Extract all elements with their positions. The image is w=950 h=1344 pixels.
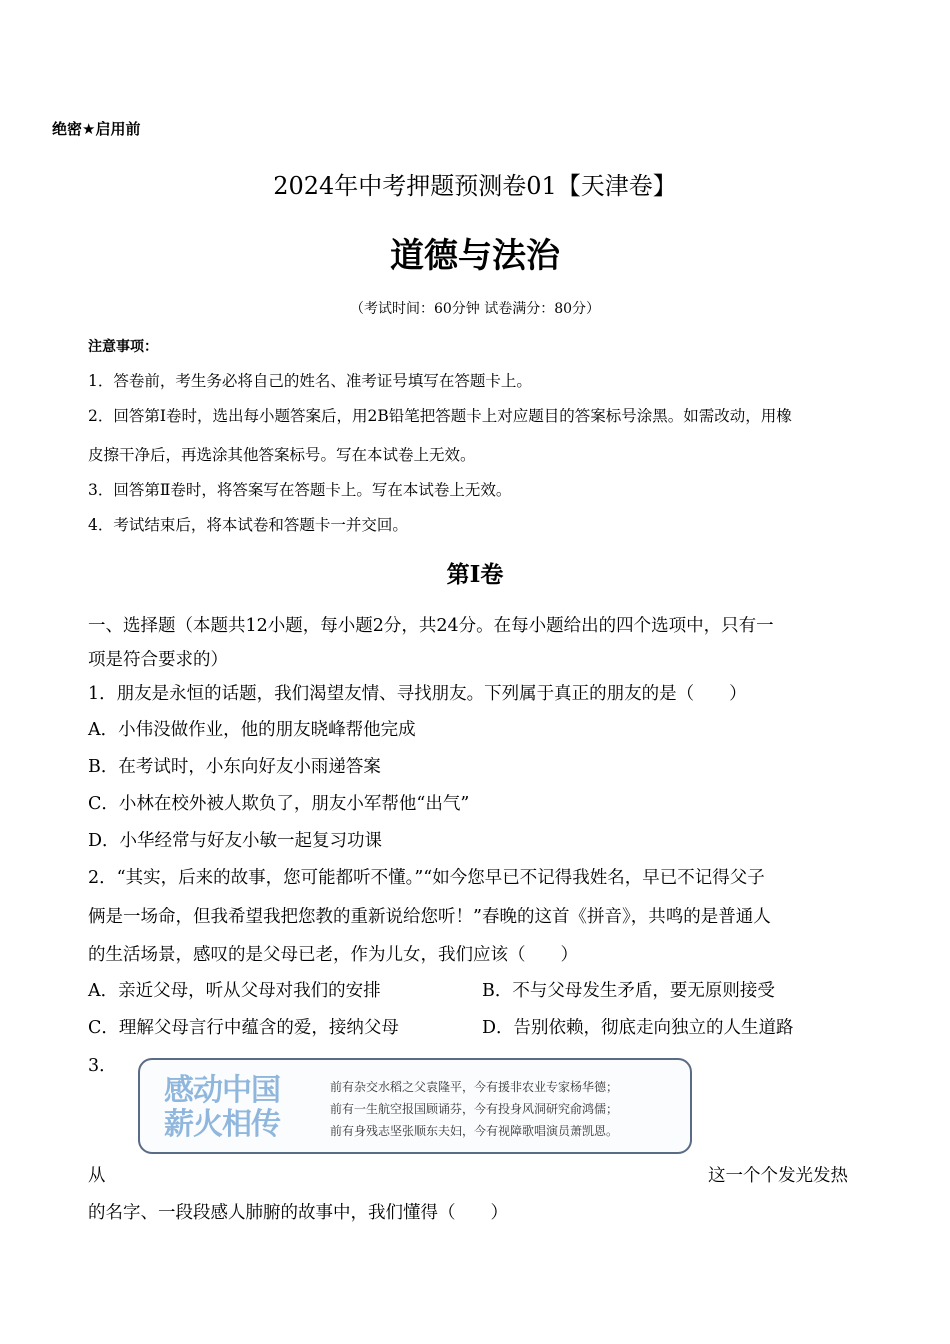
banner-text	[330, 1076, 618, 1142]
volume-title: 第Ⅰ卷	[446, 561, 504, 588]
question-3-text-right: 这一个个发光发热	[708, 1166, 848, 1186]
banner-title	[164, 1074, 280, 1142]
question-1-option-a: A．小伟没做作业，他的朋友晓峰帮他完成	[88, 720, 416, 740]
notice-item: 2．回答第Ⅰ卷时，选出每小题答案后，用2B铅笔把答题卡上对应题目的答案标号涂黑。如需改动，用橡	[88, 407, 792, 425]
banner-title-line: 薪火相传	[164, 1107, 280, 1142]
banner-line: 前有身残志坚张顺东夫妇，今有视障歌唱演员萧凯恩。	[330, 1124, 619, 1138]
subject-title: 道德与法治	[390, 236, 560, 276]
banner-title-line: 感动中国	[164, 1073, 280, 1108]
question-3-image	[138, 1058, 692, 1154]
question-3-stem: 的名字、一段段感人肺腑的故事中，我们懂得（ ）	[88, 1203, 508, 1223]
notice-item-continued: 皮擦干净后，再选涂其他答案标号。写在本试卷上无效。	[88, 446, 476, 464]
question-1-stem: 1．朋友是永恒的话题，我们渴望友情、寻找朋友。下列属于真正的朋友的是（ ）	[88, 684, 747, 704]
question-2-option-c: C．理解父母言行中蕴含的爱，接纳父母	[88, 1018, 399, 1038]
question-2-option-b: B．不与父母发生矛盾，要无原则接受	[482, 981, 775, 1001]
notice-item: 1．答卷前，考生务必将自己的姓名、准考证号填写在答题卡上。	[88, 372, 532, 390]
exam-title: 2024年中考押题预测卷01【天津卷】	[273, 172, 677, 200]
notice-item: 3．回答第Ⅱ卷时，将答案写在答题卡上。写在本试卷上无效。	[88, 481, 512, 499]
question-1-option-d: D．小华经常与好友小敏一起复习功课	[88, 831, 383, 851]
banner-line: 前有一生航空报国顾诵芬，今有投身风洞研究俞鸿儒；	[330, 1102, 619, 1116]
question-2-stem: 的生活场景，感叹的是父母已老，作为儿女，我们应该（ ）	[88, 945, 578, 965]
question-2-option-d: D．告别依赖，彻底走向独立的人生道路	[482, 1018, 794, 1038]
notice-heading: 注意事项：	[88, 339, 158, 355]
question-2-stem: 俩是一场命，但我希望我把您教的重新说给您听！”春晚的这首《拼音》，共鸣的是普通人	[88, 907, 771, 927]
question-3-text-left: 从	[88, 1166, 106, 1186]
question-3-number: 3．	[88, 1056, 117, 1076]
question-2-stem: 2．“其实，后来的故事，您可能都听不懂。”“如今您早已不记得我姓名，早已不记得父子	[88, 868, 765, 888]
question-1-option-b: B．在考试时，小东向好友小雨递答案	[88, 757, 381, 777]
section-instruction-continued: 项是符合要求的）	[88, 650, 228, 670]
secret-label: 绝密★启用前	[52, 120, 141, 138]
notice-item: 4．考试结束后，将本试卷和答题卡一并交回。	[88, 516, 408, 534]
banner-line: 前有杂交水稻之父袁隆平，今有援非农业专家杨华德；	[330, 1080, 619, 1094]
exam-info: （考试时间：60分钟 试卷满分：80分）	[349, 301, 601, 317]
question-1-option-c: C．小林在校外被人欺负了，朋友小军帮他“出气”	[88, 794, 470, 814]
section-instruction: 一、选择题（本题共12小题，每小题2分，共24分。在每小题给出的四个选项中，只有一	[88, 616, 774, 636]
question-2-option-a: A．亲近父母，听从父母对我们的安排	[88, 981, 381, 1001]
